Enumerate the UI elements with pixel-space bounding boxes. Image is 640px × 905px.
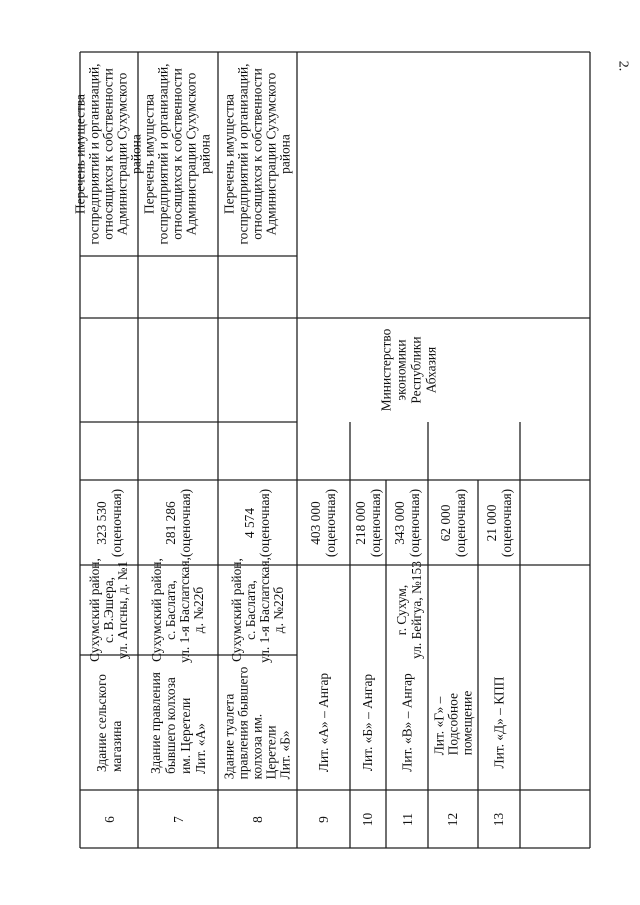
row-10-cost-cell: [350, 480, 386, 565]
row-12-cost-cell: [428, 480, 478, 565]
row-6-cost-cell: [80, 480, 138, 565]
row-11-name-cell: [386, 655, 428, 790]
row-8-address-cell: [218, 557, 297, 663]
row-12-cost: 62 000 (оценочная): [438, 488, 468, 557]
row-6-address-cell: [80, 558, 138, 662]
row-9-cost: 403 000 (оценочная): [308, 488, 339, 557]
row-6-cost: 323 530 (оценочная): [94, 488, 124, 557]
row-7-number: 7: [170, 815, 186, 823]
row-13-cost-cell: [478, 480, 520, 565]
row-9-number: 9: [315, 815, 331, 823]
row-13-cost: 21 000 (оценочная): [484, 488, 514, 557]
row-12-number: 12: [445, 812, 461, 826]
row-10-number-cell: [350, 790, 386, 848]
group-holder: Министерство экономики Республики Абхазия: [378, 328, 439, 412]
row-12-name: Лит. «Г» – Подсобное помещение: [431, 690, 474, 755]
row-11-cost-cell: [386, 480, 428, 565]
row-8-address: Сухумский район, с. Баслата, ул. 1-я Баслатская, д. №22б: [228, 557, 286, 663]
row-7-name: Здание правления бывшего колхоза им. Церетели Лит. «А»: [148, 671, 209, 774]
group-address: г. Сухум, ул. Бейгуа, №153: [393, 561, 424, 659]
row-6-address: Сухумский район, с. В.Эшера, ул. Апсны, д. №1: [87, 558, 130, 662]
group-holder-cell: [297, 318, 520, 422]
row-12-name-cell: [428, 655, 478, 790]
row-10-cost: 218 000 (оценочная): [353, 488, 383, 557]
row-9-name-cell: [297, 655, 350, 790]
row-10-number: 10: [360, 812, 376, 826]
row-8-cost: 4 574 (оценочная): [242, 488, 273, 557]
row-11-number: 11: [399, 812, 415, 826]
row-11-cost: 343 000 (оценочная): [392, 488, 422, 557]
row-6-number: 6: [101, 815, 117, 823]
row-11-number-cell: [386, 790, 428, 848]
row-6-note-cell: [73, 52, 145, 256]
group-address-cell: [297, 561, 520, 659]
row-6-note: Перечень имущества госпредприятий и организаций, относящихся к собственности Администрации Сухумского района: [73, 63, 145, 245]
row-13-number-cell: [478, 790, 520, 848]
row-8-name: Здание туалета правления бывшего колхоза им. Церетели Лит. «Б»: [221, 666, 293, 779]
row-8-cost-cell: [218, 480, 297, 565]
row-6-name: Здание сельского магазина: [94, 673, 125, 772]
row-7-cost-cell: [138, 480, 218, 565]
row-10-name: Лит. «Б» – Ангар: [360, 673, 376, 772]
row-8-name-cell: [218, 655, 297, 790]
row-7-name-cell: [138, 655, 218, 790]
row-7-cost: 281 286 (оценочная): [163, 488, 193, 557]
row-10-name-cell: [350, 655, 386, 790]
row-13-name-cell: [478, 655, 520, 790]
row-6-name-cell: [80, 655, 138, 790]
row-7-note-cell: [138, 52, 218, 256]
row-6-number-cell: [80, 790, 138, 848]
row-9-cost-cell: [297, 480, 350, 565]
row-7-number-cell: [138, 790, 218, 848]
row-12-number-cell: [428, 790, 478, 848]
page-number: 2.: [615, 60, 631, 72]
row-13-name: Лит. «Д» – КПП: [491, 676, 507, 769]
row-8-note: Перечень имущества госпредприятий и организаций, относящихся к собственности Администрации Сухумского района: [221, 63, 293, 245]
row-7-address-cell: [138, 557, 218, 663]
row-7-note: Перечень имущества госпредприятий и организаций, относящихся к собственности Администрации Сухумского района: [142, 63, 214, 245]
row-8-note-cell: [218, 52, 297, 256]
row-11-name: Лит. «В» – Ангар: [399, 673, 415, 772]
row-8-number: 8: [249, 815, 265, 823]
row-8-number-cell: [218, 790, 297, 848]
row-9-name: Лит. «А» – Ангар: [316, 672, 331, 773]
row-9-number-cell: [297, 790, 350, 848]
row-13-number: 13: [491, 812, 507, 826]
row-7-address: Сухумский район, с. Баслата, ул. 1-я Баслатская, д. №22б: [149, 557, 206, 663]
